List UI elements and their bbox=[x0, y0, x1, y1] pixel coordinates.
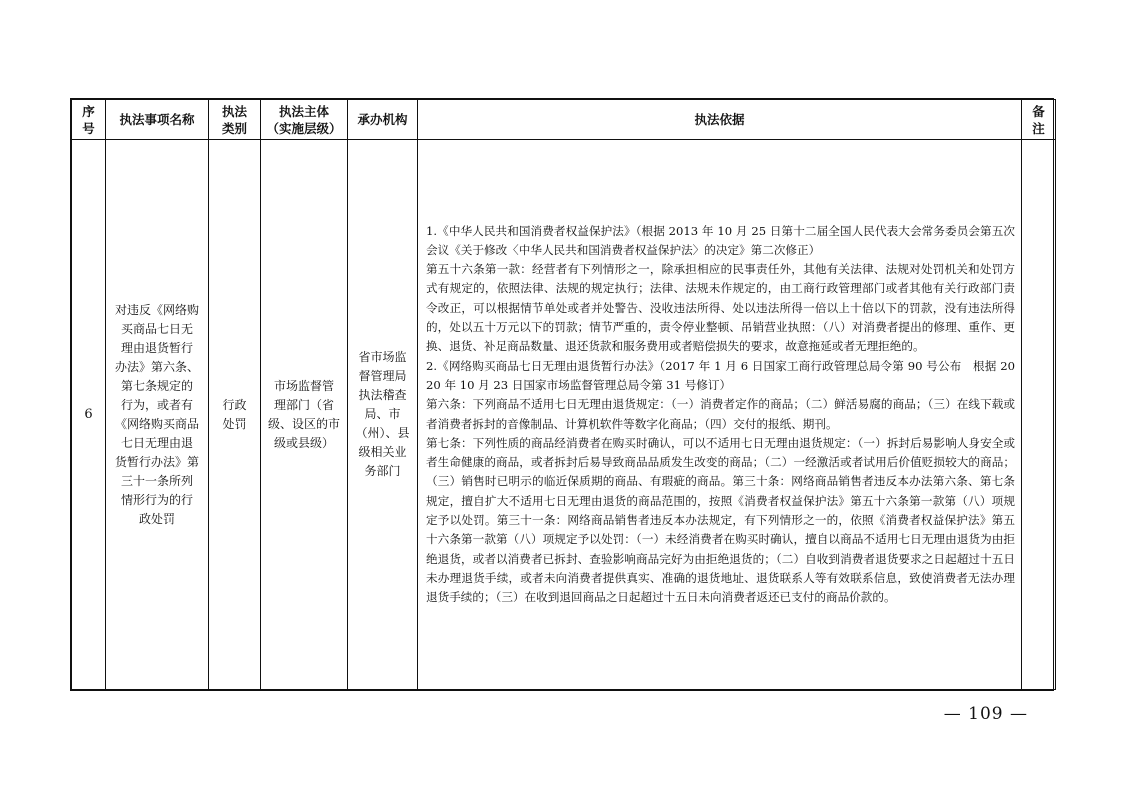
basis-paragraph: 2.《网络购买商品七日无理由退货暂行办法》（2017 年 1 月 6 日国家工商行政管理总局令第 90 号公布 根据 2020 年 10 月 23 日国家市场监督管理总局令第 31 号修订） bbox=[426, 358, 1015, 392]
basis-paragraph: 1.《中华人民共和国消费者权益保护法》（根据 2013 年 10 月 25 日第十二届全国人民代表大会常务委员会第五次会议《关于修改〈中华人民共和国消费者权益保护法〉的决定》第二次修正） bbox=[426, 223, 1015, 257]
table-header-row bbox=[72, 100, 1056, 140]
header-basis: 执法依据 bbox=[418, 100, 1022, 140]
cell-basis bbox=[418, 140, 1022, 690]
cell-seq: 6 bbox=[72, 140, 106, 690]
header-seq: 序 号 bbox=[72, 100, 106, 140]
header-subject: 执法主体 （实施层级） bbox=[261, 100, 348, 140]
page-number: — 109 — bbox=[943, 704, 1028, 724]
cell-agency: 省市场监 督管理局 执法稽查 局、市 （州）、县 级相关业 务部门 bbox=[348, 140, 418, 690]
header-item-name: 执法事项名称 bbox=[106, 100, 209, 140]
cell-subject: 市场监督管 理部门（省 级、设区的市 级或县级） bbox=[261, 140, 348, 690]
basis-paragraph: 第五十六条第一款：经营者有下列情形之一，除承担相应的民事责任外，其他有关法律、法规对处罚机关和处罚方式有规定的，依照法律、法规的规定执行；法律、法规未作规定的，由工商行政管理部门或者其他有关行政部门责令改正，可以根据情节单处或者并处警告、没收违法所得、处以违法所得一倍以上十倍以下的罚款，没有违法所得的，处以五十万元以下的罚款；情节严重的，责令停业整顿、吊销营业执照：（八）对消费者提出的修理、重作、更换、退货、补足商品数量、退还货款和服务费用或者赔偿损失的要求，故意拖延或者无理拒绝的。 bbox=[426, 262, 1015, 354]
enforcement-table-frame bbox=[70, 98, 1054, 691]
enforcement-table bbox=[71, 99, 1056, 690]
basis-paragraph: 第六条：下列商品不适用七日无理由退货规定：（一）消费者定作的商品；（二）鲜活易腐的商品；（三）在线下载或者消费者拆封的音像制品、计算机软件等数字化商品；（四）交付的报纸、期刊。 bbox=[426, 397, 1015, 431]
basis-paragraph: 第七条：下列性质的商品经消费者在购买时确认，可以不适用七日无理由退货规定：（一）拆封后易影响人身安全或者生命健康的商品，或者拆封后易导致商品品质发生改变的商品；（二）一经激活或者试用后价值贬损较大的商品；（三）销售时已明示的临近保质期的商品、有瑕疵的商品。第三十条：网络商品销售者违反本办法第六条、第七条规定，擅自扩大不适用七日无理由退货的商品范围的，按照《消费者权益保护法》第五十六条第一款第（八）项规定予以处罚。第三十一条：网络商品销售者违反本办法规定，有下列情形之一的，依照《消费者权益保护法》第五十六条第一款第（八）项规定予以处罚：（一）未经消费者在购买时确认，擅自以商品不适用七日无理由退货为由拒绝退货，或者以消费者已拆封、查验影响商品完好为由拒绝退货的；（二）自收到消费者退货要求之日起超过十五日未办理退货手续，或者未向消费者提供真实、准确的退货地址、退货联系人等有效联系信息，致使消费者无法办理退货手续的；（三）在收到退回商品之日起超过十五日未向消费者返还已支付的商品价款的。 bbox=[426, 435, 1015, 605]
cell-category: 行政 处罚 bbox=[209, 140, 261, 690]
header-agency: 承办机构 bbox=[348, 100, 418, 140]
header-category: 执法 类别 bbox=[209, 100, 261, 140]
cell-item-name: 对违反《网络购 买商品七日无 理由退货暂行 办法》第六条、 第七条规定的 行为，或者有 《网络购买商品 七日无理由退 货暂行办法》第 三十一条所列 情形行为的行 政处罚 bbox=[106, 140, 209, 690]
table-row bbox=[72, 140, 1056, 690]
header-remark: 备 注 bbox=[1022, 100, 1056, 140]
cell-remark bbox=[1022, 140, 1056, 690]
